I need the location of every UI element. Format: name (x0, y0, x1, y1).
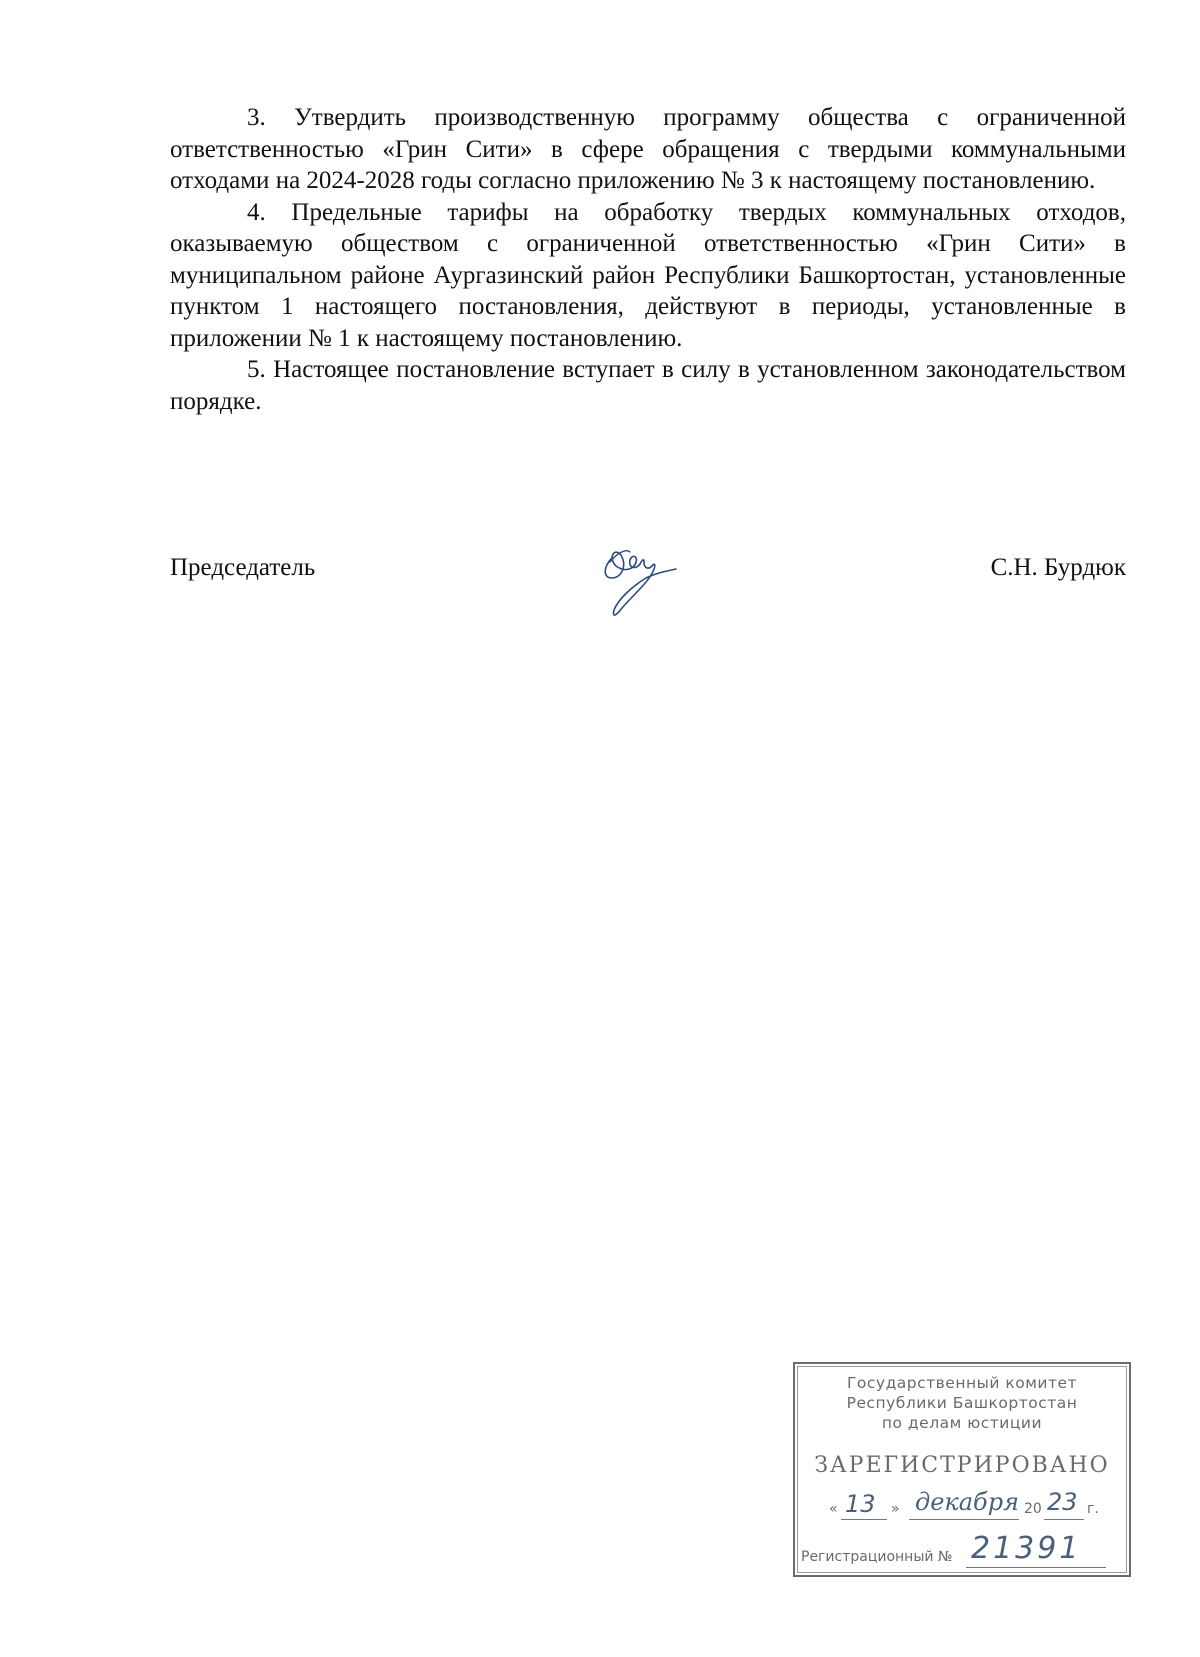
paragraph-5: 5. Настоящее постановление вступает в силу в установленном законодательством порядке. (170, 356, 1126, 415)
handwritten-signature (590, 536, 685, 621)
stamp-reg-label: Регистрационный № (801, 1549, 953, 1565)
stamp-quote-open: « (829, 1501, 838, 1517)
stamp-year-underline (1044, 1519, 1084, 1520)
stamp-authority-line-2: Республики Башкортостан (846, 1394, 1078, 1412)
paragraph-4: 4. Предельные тарифы на обработку твердых коммунальных отходов, оказываемую обществом с ограниченной ответственностью «Грин Сити» в муниципальном районе Аургазинский район Республики Башкортостан, установленные пунктом 1 настоящего постановления, действуют в периоды, установленные в приложении № 1 к настоящему постановлению. (170, 198, 1126, 352)
signature-block (170, 546, 1126, 636)
registration-stamp (793, 1362, 1131, 1577)
stamp-year-suffix: 23 (1047, 1488, 1078, 1516)
stamp-quote-close: » (891, 1501, 900, 1517)
signatory-name: С.Н. Бурдюк (990, 554, 1126, 581)
stamp-reg-underline (966, 1567, 1106, 1568)
stamp-registered-title: ЗАРЕГИСТРИРОВАНО (814, 1453, 1110, 1478)
signatory-title: Председатель (170, 554, 316, 581)
stamp-authority-line-1: Государственный комитет (846, 1374, 1078, 1392)
stamp-registration-row (801, 1529, 1121, 1569)
stamp-date-row (819, 1488, 1119, 1524)
stamp-month-underline (909, 1519, 1019, 1520)
stamp-year-prefix: 20 (1024, 1501, 1042, 1517)
stamp-year-unit: г. (1087, 1501, 1099, 1517)
stamp-reg-number: 21391 (971, 1531, 1082, 1566)
stamp-day: 13 (845, 1490, 876, 1518)
stamp-month: декабря (915, 1488, 1019, 1516)
document-body (170, 102, 1126, 417)
paragraph-3: 3. Утвердить производственную программу общества с ограниченной ответственностью «Грин Сити» в сфере обращения с твердыми коммунальными отходами на 2024-2028 годы согласно приложению № 3 к настоящему постановлению. (170, 104, 1126, 194)
stamp-authority-line-3: по делам юстиции (881, 1414, 1043, 1432)
stamp-day-underline (841, 1519, 887, 1520)
